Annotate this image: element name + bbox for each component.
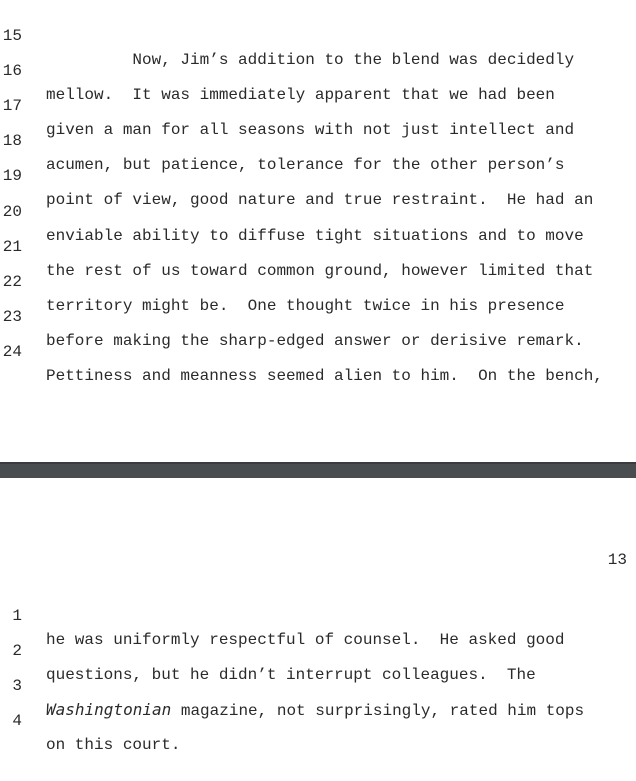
line-text: the rest of us toward common ground, however limited that xyxy=(46,262,594,280)
line-text: on this court. xyxy=(46,736,181,754)
publication-title: Washingtonian xyxy=(46,700,172,719)
line-number: 1 xyxy=(12,607,22,625)
line-text: before making the sharp-edged answer or derisive remark. xyxy=(46,332,584,350)
line-number: 15 xyxy=(2,27,22,45)
line-number: 2 xyxy=(12,642,22,660)
line-text: magazine, not surprisingly, rated him tops xyxy=(171,702,585,720)
line-number: 3 xyxy=(12,677,22,695)
transcript-line-1 xyxy=(0,580,636,649)
transcript-line-20 xyxy=(0,176,636,245)
line-number: 21 xyxy=(2,238,22,256)
line-number: 18 xyxy=(2,132,22,150)
line-text: point of view, good nature and true restraint. He had an xyxy=(46,191,594,209)
line-text: Pettiness and meanness seemed alien to him. On the bench, xyxy=(46,367,603,385)
line-number: 24 xyxy=(2,343,22,361)
page-number: 13 xyxy=(607,551,627,569)
page-separator xyxy=(0,462,636,478)
line-number: 22 xyxy=(2,273,22,291)
line-text: Now, Jim’s addition to the blend was decidedly xyxy=(46,51,575,69)
line-text: he was uniformly respectful of counsel. He asked good xyxy=(46,631,565,649)
line-text: mellow. It was immediately apparent that we had been xyxy=(46,86,555,104)
transcript-line-15 xyxy=(0,0,636,69)
line-text: enviable ability to diffuse tight situations and to move xyxy=(46,227,584,245)
line-number: 17 xyxy=(2,97,22,115)
line-number: 20 xyxy=(2,203,22,221)
line-text: territory might be. One thought twice in his presence xyxy=(46,297,565,315)
line-number: 4 xyxy=(12,712,22,730)
line-number: 16 xyxy=(2,62,22,80)
transcript-page-bottom xyxy=(0,478,636,754)
line-text: questions, but he didn’t interrupt colleagues. The xyxy=(46,666,536,684)
line-number: 19 xyxy=(2,167,22,185)
line-text: acumen, but patience, tolerance for the other person’s xyxy=(46,156,565,174)
line-number: 23 xyxy=(2,308,22,326)
line-text: given a man for all seasons with not just intellect and xyxy=(46,121,575,139)
